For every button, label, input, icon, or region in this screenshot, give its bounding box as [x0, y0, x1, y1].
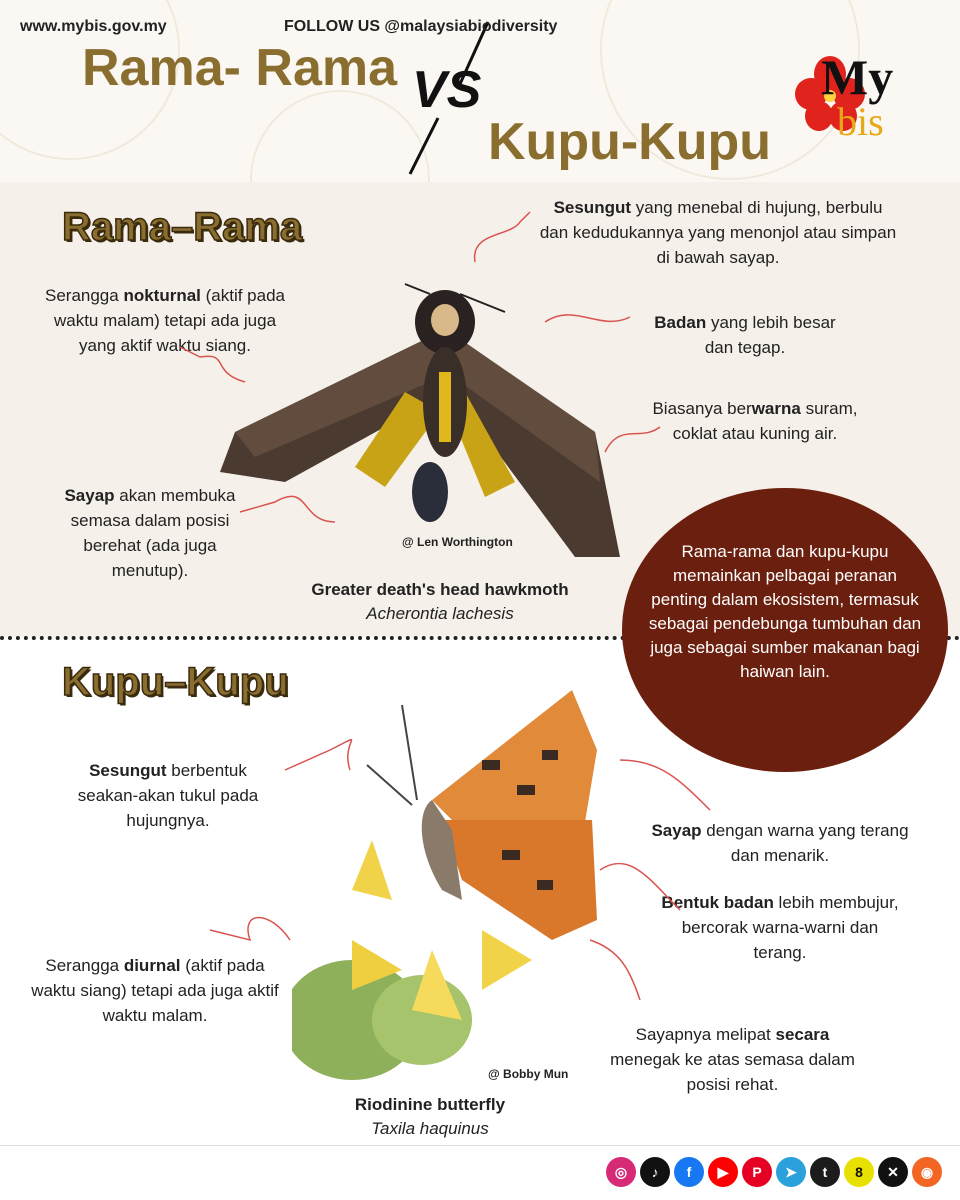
- butterfly-photo-credit: @ Bobby Mun: [488, 1067, 569, 1081]
- butterfly-point-body-bold: Bentuk badan: [661, 893, 774, 912]
- arrow-icon: [240, 496, 335, 522]
- butterfly-section-title: Kupu–Kupu: [62, 660, 289, 704]
- title-butterfly: Kupu-Kupu: [488, 113, 772, 171]
- vs-label: VS: [412, 61, 482, 119]
- moth-point-color-bold: warna: [751, 399, 801, 418]
- moth-point-antenna-bold: Sesungut: [553, 198, 632, 217]
- butterfly-point-antenna-text: berbentuk seakan-akan tukul pada hujungnya.: [77, 761, 259, 830]
- tumblr-icon[interactable]: t: [810, 1157, 840, 1187]
- moth-section-title: Rama–Rama: [62, 205, 303, 249]
- butterfly-point-fold-bold: secara: [775, 1025, 830, 1044]
- mybis-logo[interactable]: [795, 48, 915, 158]
- butterfly-scientific-name: Taxila haquinus: [371, 1119, 489, 1138]
- arrow-icon: [620, 760, 710, 810]
- facebook-icon[interactable]: f: [674, 1157, 704, 1187]
- logo-bis-text: bis: [837, 99, 884, 144]
- butterfly-point-fold-pre: Sayapnya melipat: [635, 1025, 776, 1044]
- follow-us-text: FOLLOW US @malaysiabiodiversity: [284, 18, 558, 35]
- info-circle: Rama-rama dan kupu-kupu memainkan pelbagai peranan penting dalam ekosistem, termasuk sebagai pendebunga tumbuhan dan juga sebagai sumber makanan bagi haiwan lain.: [622, 488, 948, 772]
- moth-point-body-bold: Badan: [654, 313, 707, 332]
- arrow-icon: [600, 864, 680, 910]
- moth-point-nocturnal-pre: Serangga: [44, 286, 124, 305]
- moth-point-antenna-text: yang menebal di hujung, berbulu dan kedudukannya yang menonjol atau simpan di bawah sayap.: [539, 198, 897, 267]
- arrow-icon: [285, 740, 352, 770]
- butterfly-point-fold-text: menegak ke atas semasa dalam posisi rehat.: [610, 1050, 855, 1094]
- moth-point-color-text: suram, coklat atau kuning air.: [672, 399, 858, 443]
- butterfly-point-wings-text: dengan warna yang terang dan menarik.: [701, 821, 909, 865]
- butterfly-point-antenna-bold: Sesungut: [89, 761, 167, 780]
- moth-photo-credit: @ Len Worthington: [402, 535, 513, 549]
- moth-scientific-name: Acherontia lachesis: [366, 604, 514, 623]
- lemon8-icon[interactable]: 8: [844, 1157, 874, 1187]
- butterfly-common-name: Riodinine butterfly: [354, 1095, 506, 1114]
- moth-common-name: Greater death's head hawkmoth: [311, 580, 569, 599]
- butterfly-point-body-text: lebih membujur, bercorak warna-warni dan terang.: [681, 893, 899, 962]
- rss-icon[interactable]: ◉: [912, 1157, 942, 1187]
- x-icon[interactable]: ✕: [878, 1157, 908, 1187]
- logo-my-text: My: [821, 49, 894, 105]
- butterfly-point-diurnal-bold: diurnal: [123, 956, 181, 975]
- telegram-icon[interactable]: ➤: [776, 1157, 806, 1187]
- instagram-icon[interactable]: ◎: [606, 1157, 636, 1187]
- moth-point-color-pre: Biasanya ber: [652, 399, 752, 418]
- arrow-icon: [545, 315, 630, 322]
- arrow-icon: [180, 347, 245, 382]
- title-moth: Rama- Rama: [82, 39, 398, 97]
- arrow-icon: [475, 212, 530, 262]
- youtube-icon[interactable]: ▶: [708, 1157, 738, 1187]
- pinterest-icon[interactable]: P: [742, 1157, 772, 1187]
- butterfly-point-diurnal-text: (aktif pada waktu siang) tetapi ada juga aktif waktu malam.: [31, 956, 279, 1025]
- butterfly-point-wings-bold: Sayap: [651, 821, 702, 840]
- website-link[interactable]: www.mybis.gov.my: [20, 18, 167, 35]
- moth-point-nocturnal-text: (aktif pada waktu malam) tetapi ada juga yang aktif waktu siang.: [53, 286, 285, 355]
- arrow-icon: [590, 940, 640, 1000]
- butterfly-point-diurnal-pre: Serangga: [45, 956, 124, 975]
- tiktok-icon[interactable]: ♪: [640, 1157, 670, 1187]
- moth-point-body-text: yang lebih besar dan tegap.: [704, 313, 836, 357]
- moth-point-wings-bold: Sayap: [64, 486, 115, 505]
- moth-point-wings-text: akan membuka semasa dalam posisi berehat (ada juga menutup).: [70, 486, 236, 580]
- moth-point-nocturnal-bold: nokturnal: [123, 286, 201, 305]
- arrow-icon: [210, 918, 290, 941]
- arrow-icon: [605, 427, 660, 452]
